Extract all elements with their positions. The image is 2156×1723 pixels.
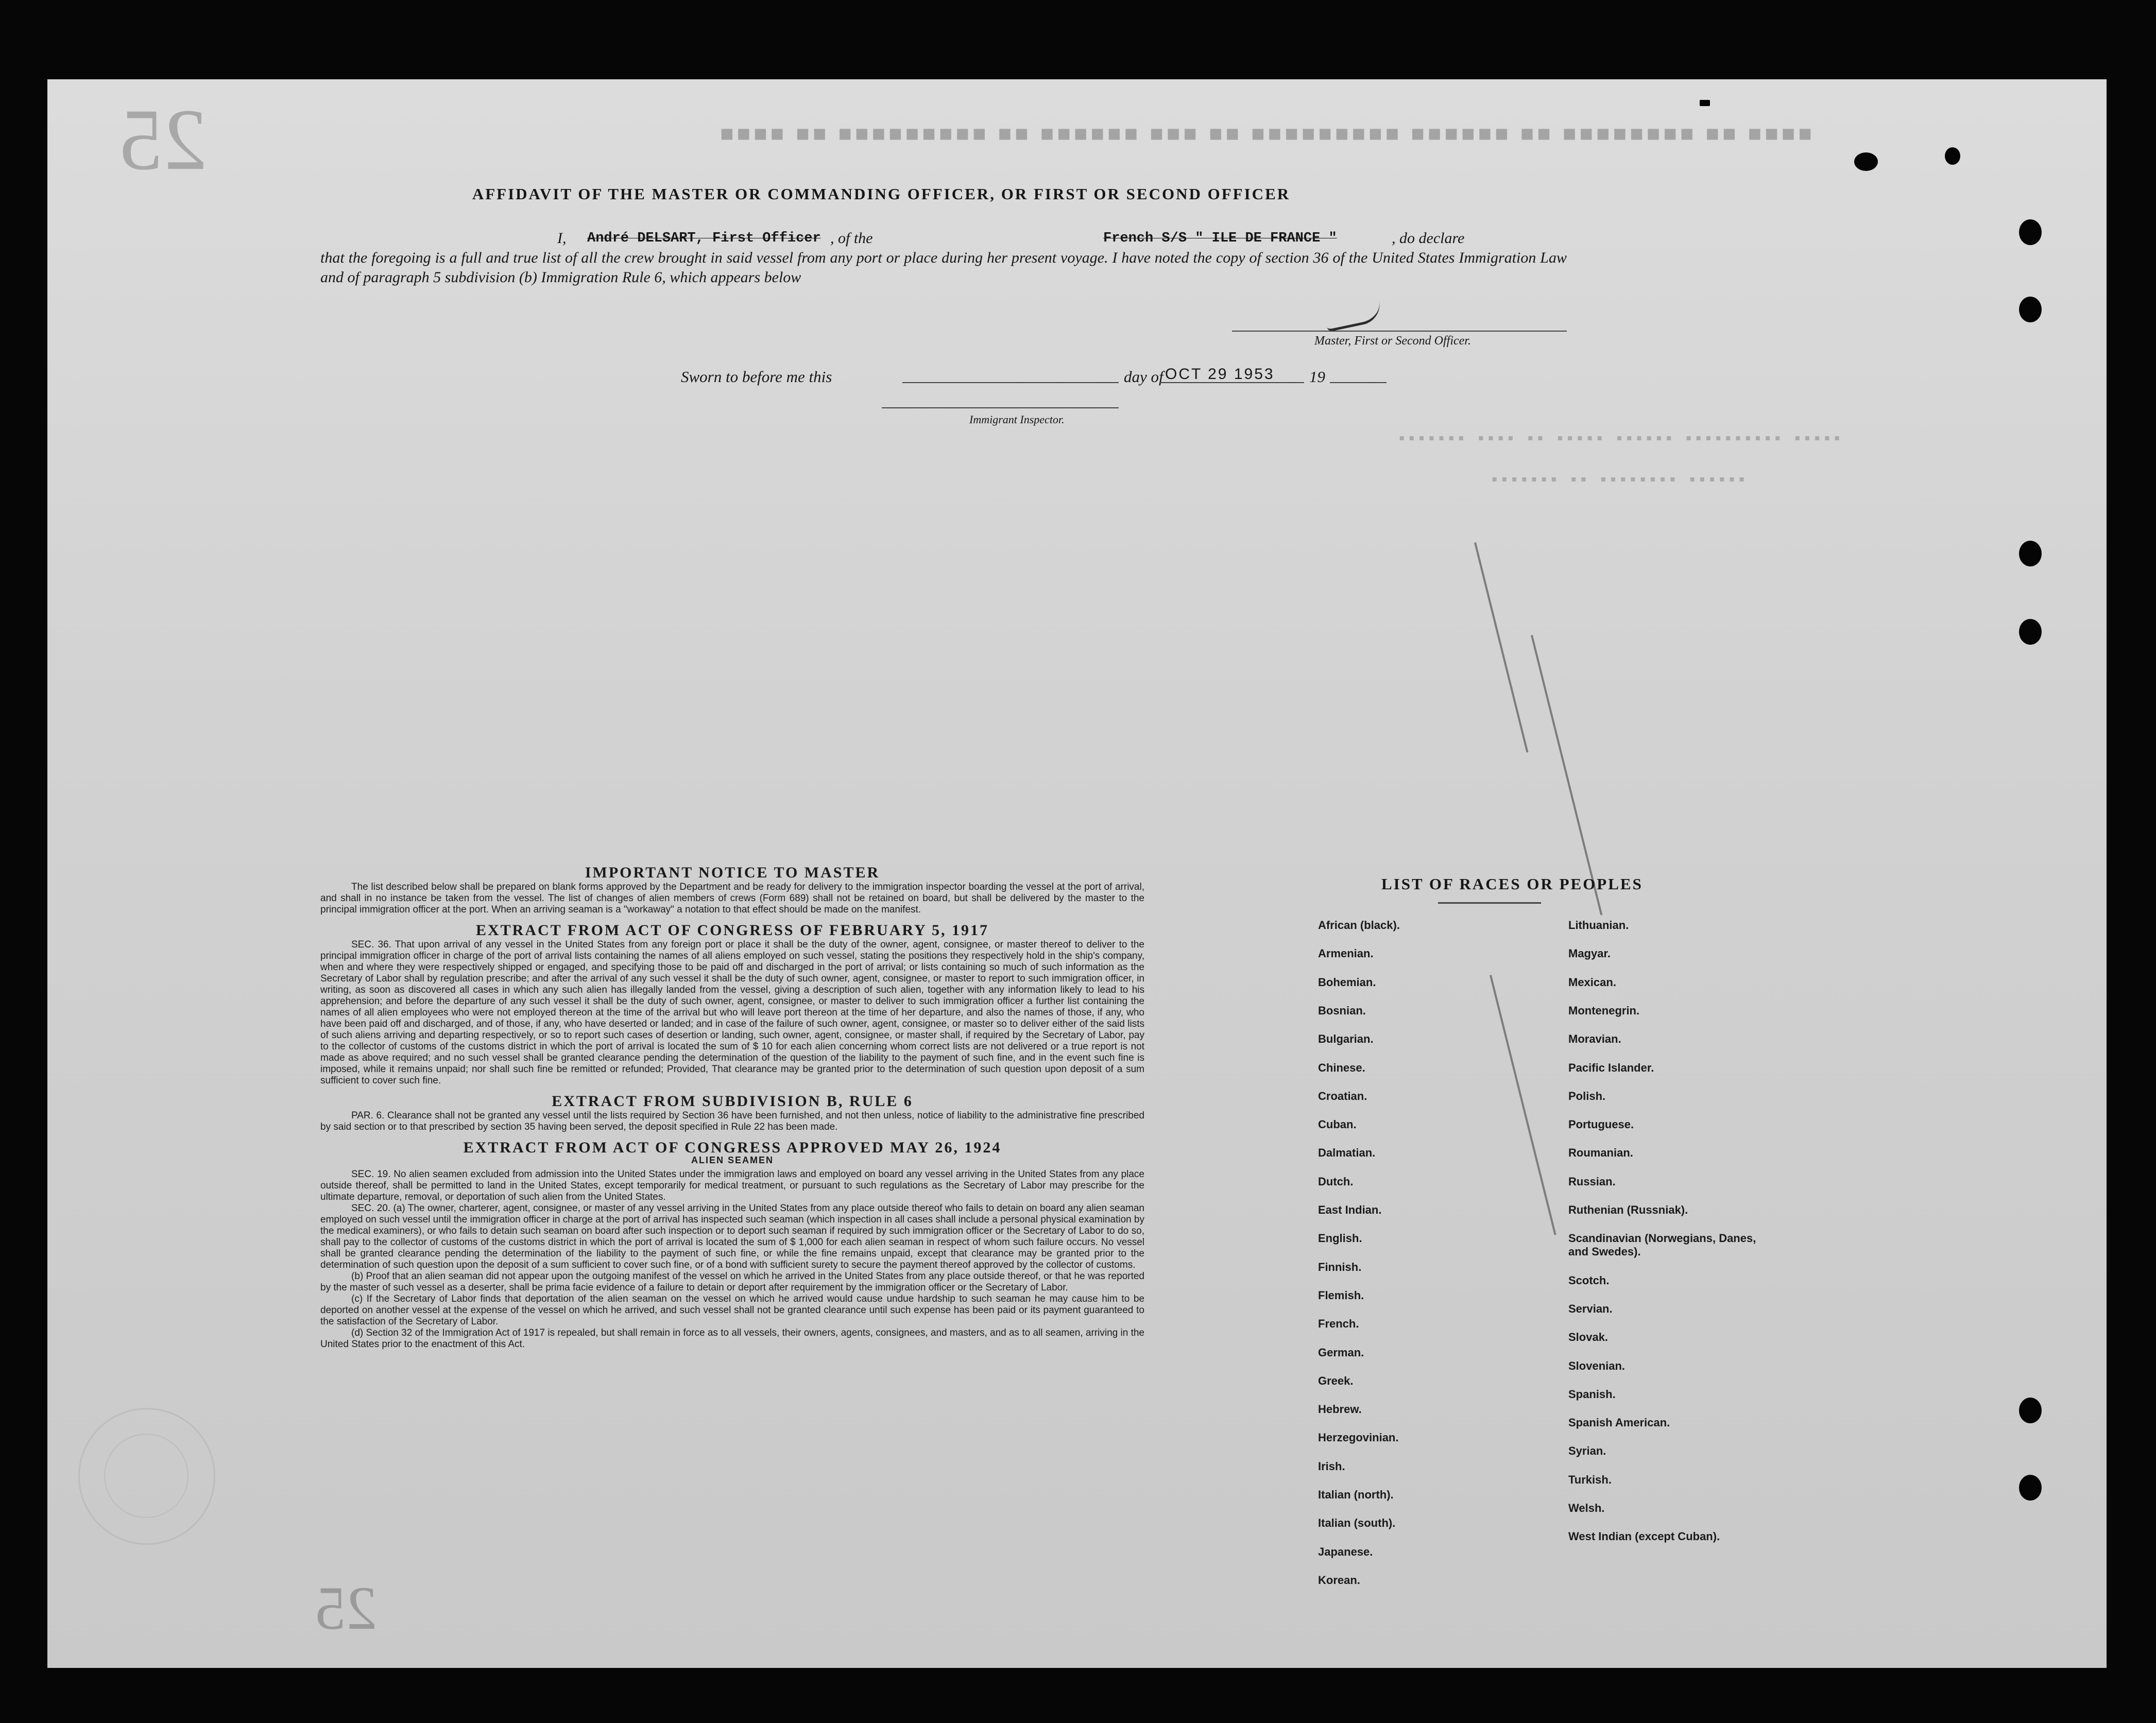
race-item: Korean. (1318, 1573, 1360, 1587)
race-item: Italian (south). (1318, 1517, 1396, 1530)
year-line (1330, 382, 1387, 383)
handwritten-mark (1490, 975, 1556, 1235)
race-item: Chinese. (1318, 1061, 1365, 1074)
race-item: East Indian. (1318, 1203, 1382, 1216)
punch-mark (1945, 147, 1960, 165)
vessel-name: French S/S " ILE DE FRANCE " (1103, 231, 1337, 246)
race-item: Portuguese. (1568, 1118, 1634, 1131)
races-title: LIST OF RACES OR PEOPLES (1381, 875, 1643, 893)
race-item: Slovenian. (1568, 1359, 1625, 1372)
race-item: Spanish. (1568, 1387, 1616, 1401)
extract-1924-subtitle: ALIEN SEAMEN (691, 1155, 774, 1165)
notice-column (320, 864, 1144, 1350)
binder-hole (2019, 1475, 2042, 1501)
race-item: Servian. (1568, 1302, 1613, 1315)
race-item: French. (1318, 1317, 1359, 1331)
race-item: Pacific Islander. (1568, 1061, 1654, 1074)
punch-mark (1700, 100, 1710, 106)
race-item: Dutch. (1318, 1175, 1354, 1188)
affidavit-declaration (320, 229, 1567, 287)
bleedthrough-header: ■■■■ ■■ ■■■■■■■■ ■■ ■■■■■■ ■■■■■■■■■ ■■ ■■■ ■■■■■■ ■■ ■■■■■■■■■ ■■ ■■■■ (717, 121, 1812, 146)
race-item: Italian (north). (1318, 1488, 1394, 1501)
manifest-page (47, 79, 2107, 1668)
extract-1924-sec20d: (d) Section 32 of the Immigration Act of 1917 is repealed, but shall remain in force as to all vessels, their owners, agents, consignees, and masters, and as to all seamen, arriving in the United States prior to the enactment of this Act. (320, 1328, 1144, 1350)
officer-name: André DELSART, First Officer (587, 231, 821, 246)
race-item: Irish. (1318, 1459, 1345, 1473)
affidavit-body: that the foregoing is a full and true list of all the crew brought in said vessel from any port or place during her present voyage. I have noted the copy of section 36 of the United States Immigration Law and of paragraph 5 subdivision (b) Immigration Rule 6, which appears below (320, 249, 1567, 286)
race-item: Herzegovinian. (1318, 1431, 1399, 1444)
binder-hole (2019, 1398, 2042, 1423)
race-item: Finnish. (1318, 1260, 1362, 1273)
declare-prefix: I, (557, 230, 567, 247)
race-item: Croatian. (1318, 1089, 1367, 1102)
race-item: Cuban. (1318, 1118, 1357, 1131)
inspector-line (882, 407, 1119, 408)
binder-hole (2019, 297, 2042, 322)
page-number-bottom: 25 (315, 1574, 377, 1642)
sworn-date-line (1160, 382, 1304, 383)
race-item: Japanese. (1318, 1545, 1373, 1558)
race-item: Armenian. (1318, 947, 1374, 960)
extract-1924-sec20b: (b) Proof that an alien seaman did not appear upon the outgoing manifest of the vessel on which he arrived in the United States from any place outside thereof, or that he was reported by the master of such vessel as a deserter, shall be prima facie evidence of a failure to detain or deport after requirement by the immigration officer or the Secretary of Labor. (320, 1271, 1144, 1293)
punch-mark (1854, 152, 1878, 171)
race-item: Lithuanian. (1568, 919, 1629, 932)
extract-1917-text: SEC. 36. That upon arrival of any vessel in the United States from any foreign port or place it shall be the duty of the owner, agent, consignee, or master thereof to deliver to the principal immigration officer in charge of the port of arrival lists containing the names of all aliens employed on such vessel, stating the positions they respectively hold in the ship's company, when and where they were respectively shipped or engaged, and specifying those to be paid off and discharged in the port of arrival; or lists containing so much of such information as the Secretary of Labor shall by regulation prescribe; and after the arrival of any such vessel it shall be the duty of such owner, agent, consignee, or master to report to such immigration officer, in writing, as soon as discovered all cases in which any such alien has illegally landed from the vessel, giving a description of such alien, together with any information likely to lead to his apprehension; and before the departure of any such vessel it shall be the duty of such owner, agent, consignee, or master to deliver to such immigration officer a further list containing the names of all alien employees who were not employed thereon at the time of the arrival but who will leave port thereon at the time of her departure, and also the names of those, if any, who have been paid off and discharged, and of those, if any, who have deserted or landed; and in case of the failure of such owner, agent, consignee, or master so to deliver either of the said lists of such aliens arriving and departing respectively, or so to report such cases of desertion or landing, such owner, agent, consignee, or master shall, if required by the Secretary of Labor, pay to the collector of customs of the customs district in which the port of arrival is located the sum of $ 10 for each alien concerning whom correct lists are not delivered or a true report is not made as above required; and no such vessel shall be granted clearance pending the determination of the question of the liability to the payment of such fine, and in the event such fine is imposed, while it remains unpaid; nor shall such fine be remitted or refunded; Provided, That clearance may be granted prior to the determination of such question upon deposit of a sum sufficient to cover such fine. (320, 939, 1144, 1086)
important-notice-title: IMPORTANT NOTICE TO MASTER (585, 864, 880, 881)
binder-hole (2019, 619, 2042, 645)
race-item: Polish. (1568, 1089, 1606, 1102)
race-item: Welsh. (1568, 1502, 1605, 1514)
race-item: Hebrew. (1318, 1403, 1362, 1416)
race-item: Greek. (1318, 1374, 1354, 1387)
race-item: Turkish. (1568, 1473, 1612, 1486)
race-item: Slovak. (1568, 1331, 1609, 1344)
race-item: Mexican. (1568, 975, 1616, 989)
race-item: Ruthenian (Russniak). (1568, 1203, 1688, 1216)
page-number-top: 25 (119, 91, 207, 188)
bleedthrough-row: ▪▪▪▪▪ ▪▪▪▪▪▪▪▪▪▪ ▪▪▪▪▪▪ ▪▪▪▪▪ ▪▪ ▪▪▪▪ ▪▪▪▪▪▪▪ (1397, 429, 1842, 449)
signature-caption: Master, First or Second Officer. (1314, 334, 1471, 348)
race-item: Bohemian. (1318, 975, 1376, 989)
officer-signature (1323, 295, 1383, 332)
race-item: Bosnian. (1318, 1004, 1366, 1017)
bleedthrough-row: ▪▪▪▪▪▪ ▪▪▪▪▪▪▪▪ ▪▪ ▪▪▪▪▪▪▪ (1490, 471, 1747, 490)
race-item: English. (1318, 1232, 1362, 1245)
sworn-text: Sworn to before me this (681, 368, 832, 386)
race-item: Scandinavian (Norwegians, Danes, and Swedes). (1568, 1232, 1756, 1259)
signature-line (1232, 331, 1567, 332)
binder-hole (2019, 219, 2042, 245)
day-of-label: day of (1124, 368, 1163, 386)
declare-suffix: , do declare (1392, 230, 1465, 247)
extract-1924-sec20a: SEC. 20. (a) The owner, charterer, agent, consignee, or master of any vessel arriving in the United States from any place outside thereof who fails to detain on board any alien seaman employed on such vessel until the immigration officer in charge at the port of arrival has inspected such seaman (which inspection in all cases shall include a personal physical examination by the medical examiners), or who fails to detain such seaman on board after such inspection or to deport such seaman if required by such immigration officer or the Secretary of Labor to do so, shall pay to the collector of customs of the customs district in which the port of arrival is located the sum of $ 1,000 for each alien seaman in respect of whom such failure occurs. No vessel shall be granted clearance pending the determination of the liability to the payment of such fine, or while the fine remains unpaid, except that clearance may be granted prior to the determination of such question upon the deposit of a sum sufficient to cover such fine, or of a bond with sufficient surety to secure the payment thereof approved by the collector of customs. (320, 1203, 1144, 1270)
extract-1924-sec20c: (c) If the Secretary of Labor finds that deportation of the alien seaman on the vessel on which he arrived would cause undue hardship to such seaman he may cause him to be deported on another vessel at the expense of the vessel on which he arrived, and such vessel shall not be granted clearance until such expense has been paid or its payment guaranteed to the satisfaction of the Secretary of Labor. (320, 1294, 1144, 1327)
race-item: Moravian. (1568, 1032, 1621, 1046)
race-item: Russian. (1568, 1175, 1616, 1188)
race-item: Magyar. (1568, 947, 1611, 960)
sworn-day-line (902, 382, 1119, 383)
inspector-caption: Immigrant Inspector. (969, 413, 1065, 426)
race-item: African (black). (1318, 919, 1400, 932)
extract-1924-sec19: SEC. 19. No alien seamen excluded from admission into the United States under the immigration laws and employed on board any vessel arriving in the United States from any place outside thereof, shall be permitted to land in the United States, except temporarily for medical treatment, or pursuant to such regulations as the Secretary of Labor may prescribe for the ultimate departure, removal, or deportation of such alien from the United States. (320, 1169, 1144, 1202)
sworn-date-stamp: OCT 29 1953 (1165, 366, 1275, 383)
affidavit-title: AFFIDAVIT OF THE MASTER OR COMMANDING OFFICER, OR FIRST OR SECOND OFFICER (472, 185, 1291, 203)
race-item: German. (1318, 1346, 1364, 1359)
extract-rule6-text: PAR. 6. Clearance shall not be granted any vessel until the lists required by Section 36 have been furnished, and not then unless, notice of liability to the administrative fine prescribed by said section or to that prescribed by section 35 having been served, the deposit specified in Rule 22 has been made. (320, 1110, 1144, 1132)
race-item: Flemish. (1318, 1288, 1364, 1302)
binder-hole (2019, 541, 2042, 566)
extract-1917-title: EXTRACT FROM ACT OF CONGRESS OF FEBRUARY 5, 1917 (475, 922, 989, 939)
races-title-rule (1438, 902, 1541, 904)
race-item: Montenegrin. (1568, 1004, 1640, 1017)
race-item: Syrian. (1568, 1444, 1606, 1458)
race-item: Roumanian. (1568, 1146, 1633, 1160)
of-the-label: , of the (830, 230, 873, 247)
race-item: Spanish American. (1568, 1416, 1670, 1429)
race-item: Bulgarian. (1318, 1032, 1374, 1046)
handwritten-mark (1474, 542, 1528, 752)
extract-rule6-title: EXTRACT FROM SUBDIVISION B, RULE 6 (552, 1093, 913, 1110)
important-notice-text: The list described below shall be prepared on blank forms approved by the Department and be ready for delivery to the immigration inspector boarding the vessel at the port of arrival, and shall in no instance be taken from the vessel. The list of changes of alien members of crews (Form 689) shall not be retained on board, but shall be delivered by the master to the principal immigration officer at the port. When an arriving seaman is a "workaway" a notation to that effect should be made on the manifest. (320, 882, 1144, 915)
handwritten-mark (1531, 635, 1602, 915)
race-item: Dalmatian. (1318, 1146, 1376, 1160)
race-item: West Indian (except Cuban). (1568, 1530, 1720, 1543)
race-item: Scotch. (1568, 1273, 1610, 1287)
year-prefix: 19 (1309, 368, 1325, 386)
embossed-seal-inner (104, 1434, 189, 1518)
extract-1924-title: EXTRACT FROM ACT OF CONGRESS APPROVED MAY 26, 1924 (463, 1139, 1002, 1156)
